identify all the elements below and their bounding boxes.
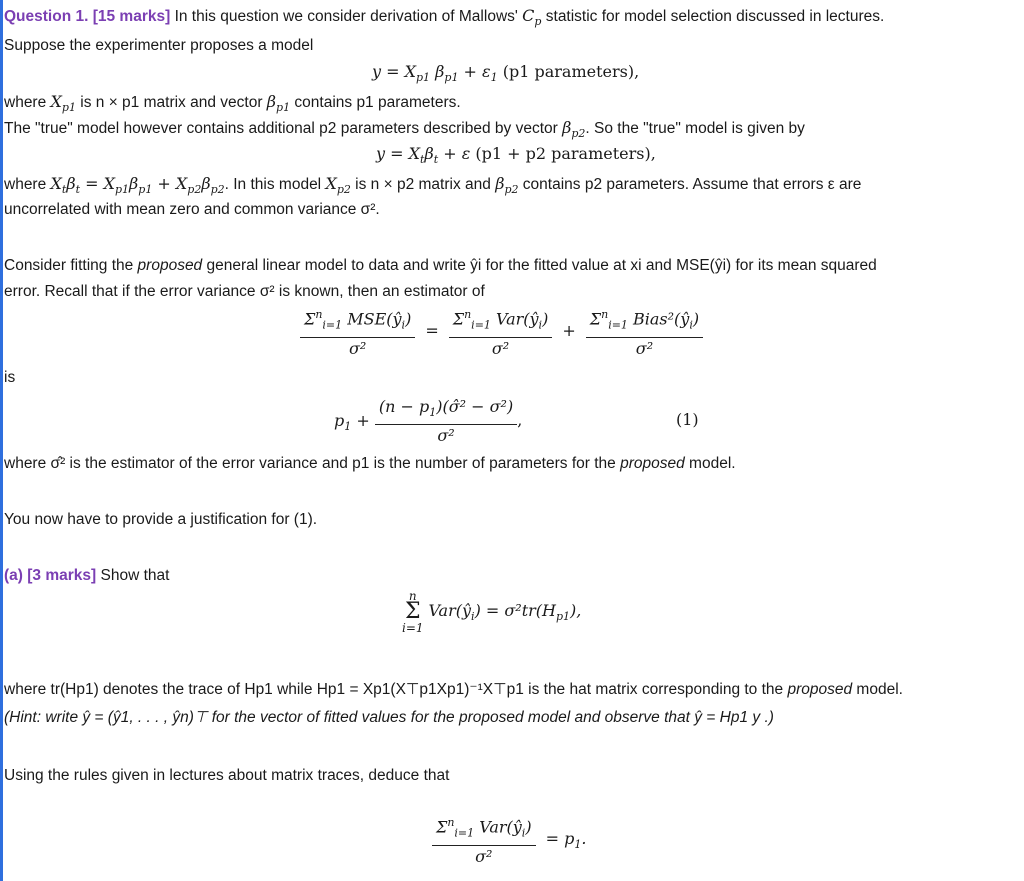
true-model-equation: $y = X_t\beta_t + \varepsilon$ (p1 + p2 parameters), <box>376 144 656 167</box>
where-line-1: where $X_{p1}$ is n × p1 matrix and vector $\beta_{p1}$ contains p1 parameters. <box>4 92 461 115</box>
recall-line: error. Recall that if the error variance σ² is known, then an estimator of <box>4 283 485 300</box>
hint-line: (Hint: write ŷ = (ŷ1, . . . , ŷn)⊤ for the vector of fitted values for the proposed model and observe that ŷ = Hp1 y .) <box>4 709 774 726</box>
proposed-model-equation: $y = X_{p1}$ $\beta_{p1} + \varepsilon_1$ (p1 parameters), <box>372 62 640 85</box>
where-line-2: where $X_t\beta_t = X_{p1}\beta_{p1} + X_{p2}\beta_{p2}$. In this model $X_{p2}$ is n × p2 matrix and $\beta_{p2}$ contains p2 parameters. Assume that errors ε are <box>4 174 862 197</box>
where-line-3: where σ̂² is the estimator of the error variance and p1 is the number of parameters for the proposed model. <box>4 455 736 472</box>
deduce-line: Using the rules given in lectures about matrix traces, deduce that <box>4 767 450 784</box>
left-accent-bar <box>0 0 3 881</box>
model2-params: (p1 + p2 parameters), <box>475 144 656 163</box>
is-word: is <box>4 369 16 386</box>
cp-symbol: $C_p$ <box>522 6 542 29</box>
variance-ratio-equation: $\frac{\Sigma^n_{i=1} Var(ŷ_i)}{\text{σ²}}$ = $p_1$. <box>432 812 586 868</box>
variance-sum-equation: n Σ i=1 $Var(ŷ_i) = \sigma^2tr(H_{p1})$, <box>402 589 582 635</box>
uncorrelated-line: uncorrelated with mean zero and common variance σ². <box>4 201 380 218</box>
question-heading-line <box>4 6 884 32</box>
justify-line: You now have to provide a justification for (1). <box>4 511 318 528</box>
consider-line: Consider fitting the proposed general linear model to data and write ŷi for the fitted value at xi and MSE(ŷi) for its mean squared <box>4 257 877 274</box>
hat-matrix-line: where tr(Hp1) denotes the trace of Hp1 while Hp1 = Xp1(X⊤p1Xp1)⁻¹X⊤p1 is the hat matrix corresponding to the proposed model. <box>4 681 903 698</box>
equation-number: (1) <box>676 410 699 429</box>
true-model-line: The "true" model however contains additional p2 parameters described by vector $\beta_{p2}$. So the "true" model is given by <box>4 118 805 141</box>
intro-end: statistic for model selection discussed in lectures. <box>541 8 885 25</box>
question-label: Question 1. [15 marks] <box>4 8 171 25</box>
estimator-equation: $p_1$ + $\frac{(n - p_1)(\sigmâ^2 - \sigma^2)}{\text{σ²}}$ , <box>334 397 523 446</box>
suppose-line: Suppose the experimenter proposes a model <box>4 37 314 54</box>
model1-params: (p1 parameters), <box>502 62 640 81</box>
part-a-line: (a) [3 marks] Show that <box>4 567 170 584</box>
intro-text: In this question we consider derivation of Mallows' <box>170 8 523 25</box>
mse-decomposition-equation: $\frac{\Sigma^n_{i=1} MSE(ŷ_i)}{\text{σ²}}$ = $\frac{\Sigma^n_{i=1} Var(ŷ_i)}{\text{σ²}}$ + $\frac{\Sigma^n_{i=1} Bias^2(ŷ_i)}{\text{σ²}}$ <box>300 304 703 360</box>
